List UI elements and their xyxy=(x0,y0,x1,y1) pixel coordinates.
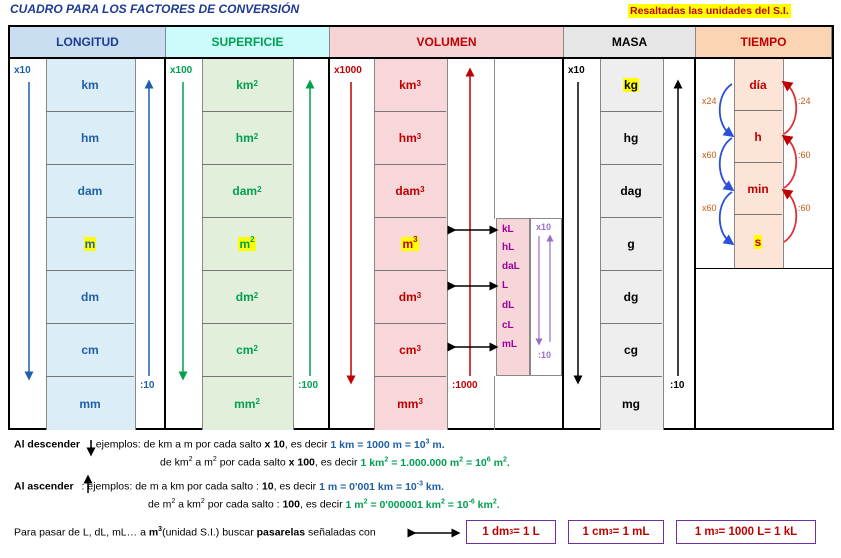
page-title: CUADRO PARA LOS FACTORES DE CONVERSIÓN xyxy=(10,2,300,16)
unit-cell: hm $^3$ xyxy=(374,112,446,165)
desc-note-2: de $km^2$ a $m^2$ por cada salto x 100, es decir 1 $km^2 = 1.000.000$ $m^2 = 10^6$ $m^2$. xyxy=(160,456,510,469)
header-masa: MASA xyxy=(564,27,696,59)
header-longitud: LONGITUD xyxy=(10,27,166,59)
litro-unit: hL xyxy=(502,242,515,253)
factor-up-label: :10 xyxy=(140,380,155,391)
unit-cell-si: $m^2$ xyxy=(202,218,292,271)
factor-up-label: :24 xyxy=(798,96,811,106)
unit-cell: dam $^2$ xyxy=(202,165,292,218)
factor-down-label: x10 xyxy=(14,65,31,76)
unit-cell: mm $^2$ xyxy=(234,396,260,411)
equivalence-box: 1 m 3 = 1000 L= 1 kL xyxy=(676,520,816,544)
unit-cell: km $^2$ xyxy=(202,59,292,112)
header-tiempo: TIEMPO xyxy=(696,27,832,59)
unit-cell-si: m xyxy=(46,218,134,271)
factor-down-label: x10 xyxy=(568,65,585,76)
unit-cell: km xyxy=(46,59,134,112)
unit-cell: dag xyxy=(600,165,662,218)
unit-cell: dm xyxy=(46,271,134,324)
arrow-up xyxy=(784,192,796,242)
factor-up-label: :100 xyxy=(298,380,319,391)
asc-note-2: de $m^2$ a $km^2$ por cada salto : 100, es decir 1 $m^2 = 0'000001$ $km^2 = 10^{-6}$ $km^2$. xyxy=(148,498,500,511)
unit-cell-si: s xyxy=(754,234,762,249)
unit-cell: dg xyxy=(600,271,662,324)
unit-cell-si: kg xyxy=(600,59,662,112)
unit-cell: hg xyxy=(600,112,662,165)
factor-up-label: :10 xyxy=(538,350,552,360)
factor-down-label: x10 xyxy=(536,222,552,232)
factor-down-label: x24 xyxy=(702,96,717,106)
factor-up-label: :60 xyxy=(798,203,811,213)
factor-down-label: x60 xyxy=(702,203,717,213)
equivalence-box: 1 cm 3 = 1 mL xyxy=(568,520,664,544)
si-highlight-note: Resaltadas las unidades del S.I. xyxy=(630,5,789,17)
unit-cell: h xyxy=(734,111,782,163)
unit-cell: dam $^3$ xyxy=(374,165,446,218)
factor-down-label: x100 xyxy=(170,65,193,76)
factor-down-label: x1000 xyxy=(334,65,362,76)
desc-note-1: Al descender : ejemplos: de km a m por cada salto x 10, es decir 1 km = 1000 $m = 10^3$ m. xyxy=(14,438,445,451)
unit-cell: cm xyxy=(46,324,134,377)
equivalence-box: 1 dm 3 = 1 L xyxy=(466,520,556,544)
unit-cell: cg xyxy=(600,324,662,377)
unit-cell: dm $^2$ xyxy=(202,271,292,324)
litro-unit: kL xyxy=(502,224,514,235)
factor-up-label: :10 xyxy=(670,380,685,391)
unit-cell: hm xyxy=(46,112,134,165)
unit-cell-si: $m^3$ xyxy=(374,218,446,271)
factor-up-label: :60 xyxy=(798,150,811,160)
unit-cell: mg xyxy=(622,396,640,411)
arrow-down xyxy=(720,138,732,188)
asc-note-1: Al ascender : ejemplos: de m a km por cada salto : 10, es decir 1 m = 0'001 km = $10^{-3}$ km. xyxy=(14,480,444,493)
unit-cell: mm $^3$ xyxy=(397,396,423,411)
unit-cell: dm $^3$ xyxy=(374,271,446,324)
factor-up-label: :1000 xyxy=(452,380,478,391)
unit-cell: min xyxy=(734,163,782,215)
unit-cell: día xyxy=(734,59,782,111)
litro-unit: mL xyxy=(502,339,517,350)
header-volumen: VOLUMEN xyxy=(330,27,564,59)
factor-down-label: x60 xyxy=(702,150,717,160)
arrow-up xyxy=(784,138,796,188)
unit-cell: cm $^3$ xyxy=(374,324,446,377)
unit-cell: mm xyxy=(79,396,101,411)
unit-cell: km $^3$ xyxy=(374,59,446,112)
arrow-up xyxy=(784,84,796,134)
litro-unit: L xyxy=(502,280,509,291)
litro-unit: dL xyxy=(502,300,515,311)
header-superficie: SUPERFICIE xyxy=(166,27,330,59)
litro-unit: cL xyxy=(502,320,514,331)
paso-note: Para pasar de L, dL, mL… a $m^3(unidad$ S.I.) buscar pasarelas señaladas con xyxy=(14,526,376,539)
unit-cell: dam xyxy=(46,165,134,218)
arrow-down xyxy=(720,192,732,242)
unit-cell: hm $^2$ xyxy=(202,112,292,165)
litro-unit: daL xyxy=(502,261,520,272)
unit-cell: cm $^2$ xyxy=(202,324,292,377)
unit-cell: g xyxy=(600,218,662,271)
arrow-down xyxy=(720,84,732,134)
